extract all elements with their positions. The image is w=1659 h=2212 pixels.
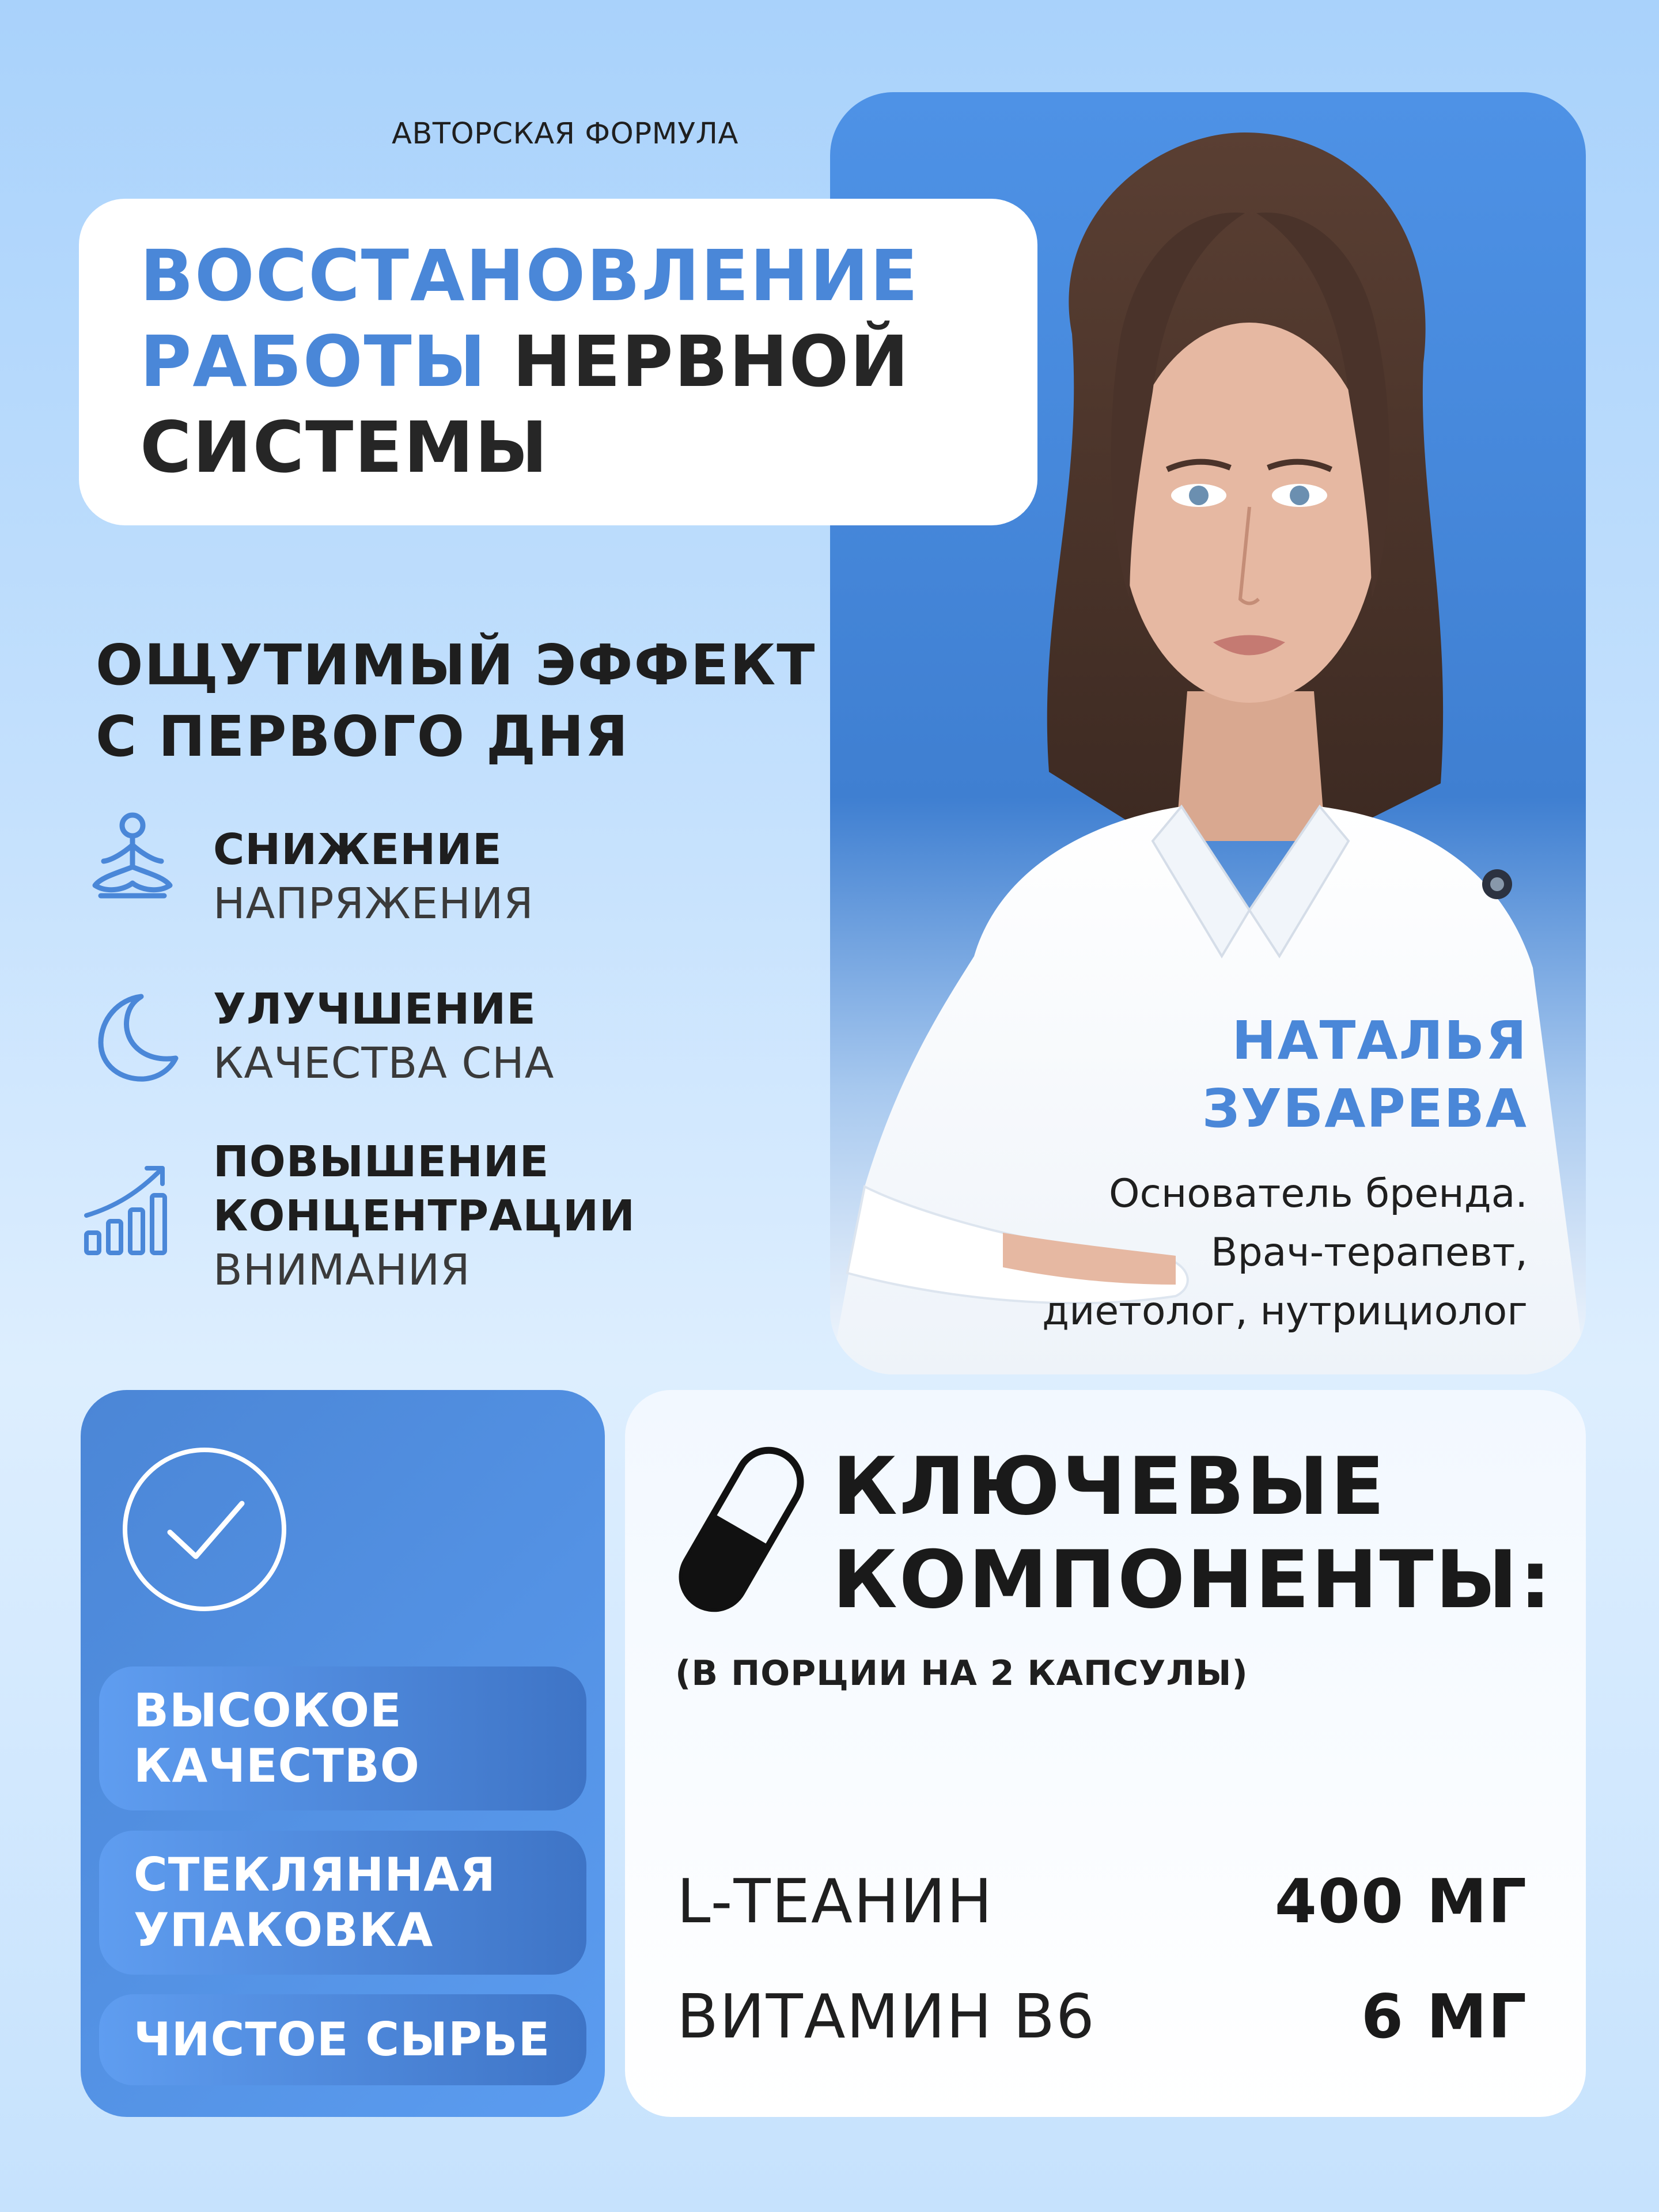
founder-role-line3: диетолог, нутрициолог — [1042, 1289, 1528, 1334]
benefit-stress — [213, 823, 534, 931]
pill-glass-line2: УПАКОВКА — [134, 1903, 434, 1957]
pill-quality-line2: КАЧЕСТВО — [134, 1739, 420, 1793]
pill-glass-package — [99, 1831, 586, 1975]
founder-role-line1: Основатель бренда. — [1108, 1171, 1528, 1217]
headline-part4: СИСТЕМЫ — [140, 407, 549, 488]
benefit-focus — [213, 1135, 635, 1297]
founder-role-line2: Врач-терапевт, — [1210, 1230, 1528, 1275]
components-subtitle: (В ПОРЦИИ НА 2 КАПСУЛЫ) — [675, 1653, 1248, 1694]
headline-title — [140, 233, 1027, 491]
capsule-icon — [674, 1437, 809, 1622]
components-title-line1: КЛЮЧЕВЫЕ — [832, 1440, 1387, 1533]
headline-part3: НЕРВНОЙ — [512, 321, 910, 403]
ingredient-name: L-ТЕАНИН — [677, 1866, 994, 1937]
founder-name-line2: ЗУБАРЕВА — [1202, 1078, 1528, 1139]
pill-clean-raw — [99, 1994, 586, 2085]
benefit-stress-title: СНИЖЕНИЕ — [213, 825, 502, 874]
pill-glass-line1: СТЕКЛЯННАЯ — [134, 1848, 496, 1902]
moon-icon — [86, 988, 184, 1086]
components-title — [832, 1440, 1553, 1627]
effect-heading — [96, 630, 816, 772]
benefit-stress-sub: НАПРЯЖЕНИЯ — [213, 879, 534, 929]
meditation-icon — [84, 809, 181, 907]
benefit-focus-title2: КОНЦЕНТРАЦИИ — [213, 1191, 635, 1241]
pill-clean-line1: ЧИСТОЕ СЫРЬЕ — [134, 2013, 551, 2066]
check-circle-icon — [121, 1446, 288, 1613]
ingredient-amount: 6 МГ — [1361, 1982, 1528, 2052]
effect-heading-line2: С ПЕРВОГО ДНЯ — [96, 704, 630, 769]
founder-name — [1202, 1007, 1528, 1143]
benefit-focus-sub: ВНИМАНИЯ — [213, 1245, 471, 1295]
components-title-line2: КОМПОНЕНТЫ: — [832, 1533, 1553, 1626]
founder-role — [1042, 1165, 1528, 1341]
ingredient-amount: 400 МГ — [1274, 1866, 1528, 1937]
headline-part1: ВОССТАНОВЛЕНИЕ — [140, 235, 919, 317]
benefit-sleep-title: УЛУЧШЕНИЕ — [213, 984, 536, 1034]
founder-name-line1: НАТАЛЬЯ — [1232, 1010, 1528, 1071]
pill-quality-line1: ВЫСОКОЕ — [134, 1684, 402, 1737]
headline-part2: РАБОТЫ — [140, 321, 487, 403]
benefit-sleep-sub: КАЧЕСТВА СНА — [213, 1039, 555, 1088]
effect-heading-line1: ОЩУТИМЫЙ ЭФФЕКТ — [96, 632, 816, 698]
growth-chart-icon — [81, 1158, 179, 1256]
ingredient-name: ВИТАМИН В6 — [677, 1982, 1096, 2052]
pill-quality — [99, 1666, 586, 1810]
formula-label: АВТОРСКАЯ ФОРМУЛА — [392, 117, 738, 151]
benefit-sleep — [213, 982, 554, 1090]
benefit-focus-title1: ПОВЫШЕНИЕ — [213, 1137, 550, 1187]
